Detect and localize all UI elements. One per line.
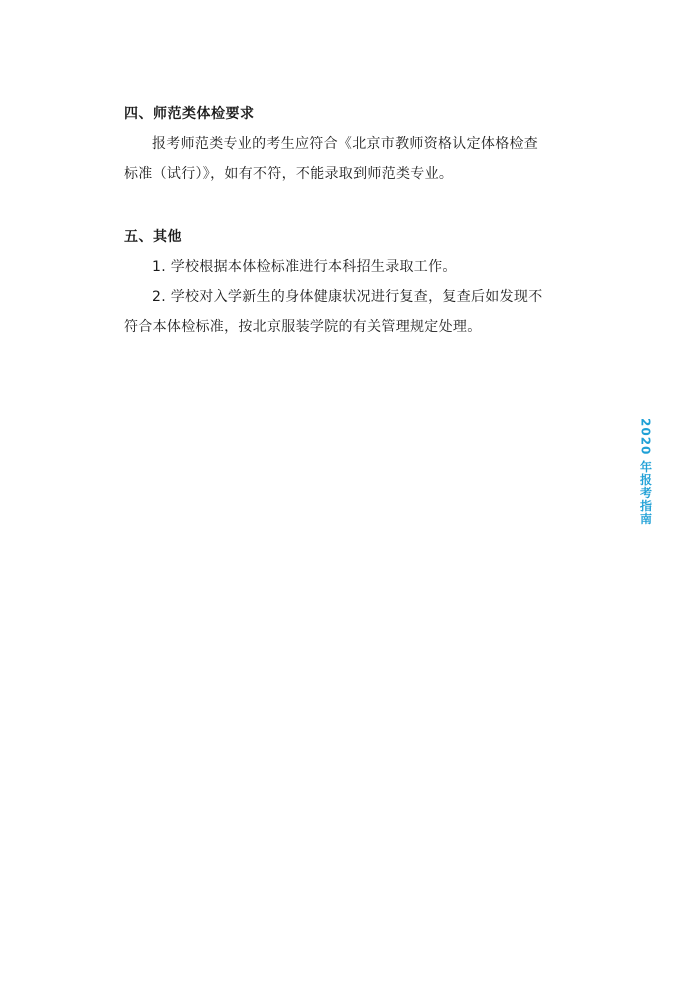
side-tab-label: 2020 年报考指南 [638,418,653,526]
side-tab-guide [637,418,655,526]
list-item-2-line2: 符合本体检标准，按北京服装学院的有关管理规定处理。 [124,319,482,335]
paragraph-normal-requirement-line1: 报考师范类专业的考生应符合《北京市教师资格认定体格检查 [152,136,539,152]
section-heading-other: 五、其他 [124,229,182,245]
list-item-1: 1. 学校根据本体检标准进行本科招生录取工作。 [152,259,457,275]
section-heading-physical-exam-normal: 四、师范类体检要求 [124,106,255,122]
paragraph-normal-requirement-line2: 标准（试行）》，如有不符，不能录取到师范类专业。 [124,166,454,182]
list-item-2-line1: 2. 学校对入学新生的身体健康状况进行复查，复查后如发现不 [152,289,543,305]
